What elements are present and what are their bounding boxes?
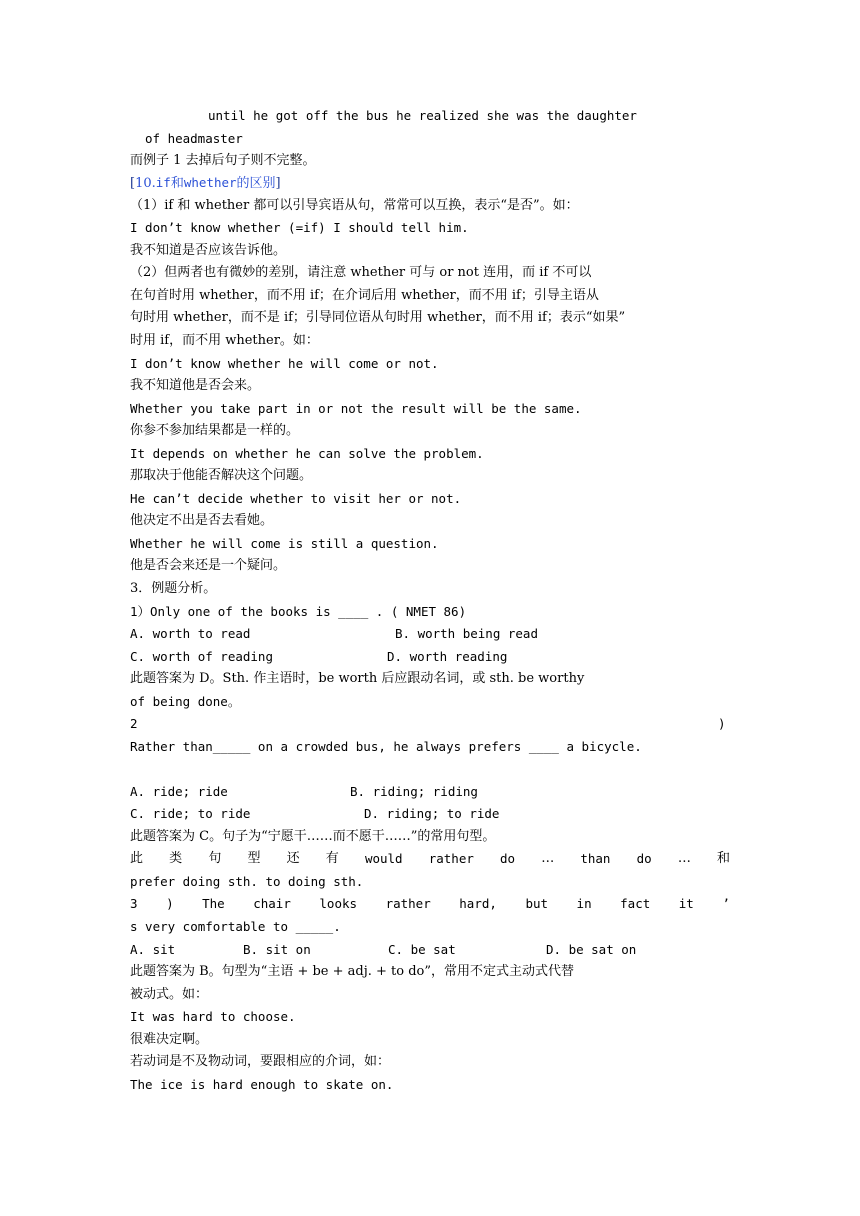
word: 3: [130, 896, 138, 911]
word: 和: [716, 851, 730, 866]
word: 类: [169, 851, 183, 866]
translation-line: 那取决于他能否解决这个问题。: [130, 468, 313, 483]
word: 句: [208, 851, 222, 866]
heading-term-whether: whether: [183, 175, 237, 190]
section-title: 3．例题分析。: [130, 581, 217, 596]
word: …: [677, 851, 691, 866]
option-d: D. worth reading: [387, 649, 508, 664]
option-a: A. sit: [130, 942, 176, 957]
text-line: prefer doing sth. to doing sth.: [130, 874, 364, 889]
example-sentence: It depends on whether he can solve the problem.: [130, 446, 484, 461]
word: 型: [247, 851, 261, 866]
word: ): [166, 896, 174, 911]
translation-line: 他决定不出是否去看她。: [130, 513, 274, 528]
text-line: of being done。: [130, 694, 241, 709]
word: rather: [428, 851, 474, 866]
text-line: 被动式。如：: [130, 987, 209, 1002]
option-b: B. sit on: [243, 942, 311, 957]
word: looks: [319, 896, 358, 911]
option-d: D. be sat on: [546, 942, 637, 957]
translation-line: 他是否会来还是一个疑问。: [130, 558, 287, 573]
example-sentence: He can’t decide whether to visit her or not.: [130, 491, 462, 506]
word: do: [500, 851, 516, 866]
option-c: C. worth of reading: [130, 649, 273, 664]
question-stem: Rather than_____ on a crowded bus, he always prefers ____ a bicycle.: [130, 739, 642, 754]
option-c: C. ride; to ride: [130, 806, 251, 821]
question-number: 2: [130, 716, 138, 731]
text-line: 在句首时用 whether，而不用 if；在介词后用 whether，而不用 if；引导主语从: [130, 288, 599, 303]
answer-explanation: 此题答案为 B。句型为“主语 + be + adj. + to do”，常用不定式主动式代替: [130, 964, 575, 979]
word: …: [541, 851, 555, 866]
translation-line: 很难决定啊。: [130, 1032, 209, 1047]
heading-and: 和: [170, 176, 184, 191]
text-line: of headmaster: [145, 131, 243, 146]
example-sentence: I don’t know whether he will come or not.: [130, 356, 439, 371]
word: would: [364, 851, 403, 866]
option-a: A. worth to read: [130, 626, 251, 641]
translation-line: 你参不参加结果都是一样的。: [130, 423, 300, 438]
text-line: until he got off the bus he realized she was the daughter: [208, 108, 637, 123]
word: 此: [130, 851, 144, 866]
example-sentence: It was hard to choose.: [130, 1009, 296, 1024]
word: rather: [385, 896, 431, 911]
option-a: A. ride; ride: [130, 784, 228, 799]
word: 有: [325, 851, 339, 866]
section-heading: [130, 175, 281, 192]
question-stem: 1）Only one of the books is ____ . ( NMET 86): [130, 604, 467, 619]
option-c: C. be sat: [388, 942, 456, 957]
justified-line: [130, 896, 730, 912]
answer-explanation: 此题答案为 C。句子为“宁愿干……而不愿干……”的常用句型。: [130, 829, 496, 844]
translation-line: 我不知道是否应该告诉他。: [130, 243, 287, 258]
option-d: D. riding; to ride: [364, 806, 500, 821]
heading-close-bracket: ]: [275, 176, 281, 191]
question-stem: s very comfortable to _____.: [130, 919, 341, 934]
example-sentence: The ice is hard enough to skate on.: [130, 1077, 394, 1092]
word: 还: [286, 851, 300, 866]
word: ’: [722, 896, 730, 911]
word: fact: [620, 896, 651, 911]
example-sentence: Whether he will come is still a question.: [130, 536, 439, 551]
word: hard,: [459, 896, 497, 911]
answer-explanation: 此题答案为 D。Sth. 作主语时，be worth 后应跟动名词，或 sth. be worthy: [130, 671, 585, 686]
heading-term-if: if: [155, 175, 171, 190]
text-line: 句时用 whether，而不是 if；引导同位语从句时用 whether，而不用 if；表示“如果”: [130, 310, 626, 325]
heading-title-rest: 的区别: [236, 176, 276, 191]
word: do: [636, 851, 652, 866]
translation-line: 我不知道他是否会来。: [130, 378, 261, 393]
word: The: [202, 896, 225, 911]
word: but: [525, 896, 549, 911]
justified-line: [130, 851, 730, 867]
word: it: [678, 896, 694, 911]
question-number-paren: ): [718, 716, 726, 731]
example-sentence: Whether you take part in or not the result will be the same.: [130, 401, 582, 416]
option-b: B. riding; riding: [350, 784, 478, 799]
text-line: 而例子 1 去掉后句子则不完整。: [130, 153, 316, 168]
word: than: [580, 851, 611, 866]
example-sentence: I don’t know whether (=if) I should tell him.: [130, 220, 469, 235]
heading-number: 10.: [135, 176, 156, 191]
text-line: 时用 if，而不用 whether。如：: [130, 333, 319, 348]
option-b: B. worth being read: [395, 626, 538, 641]
text-line: （1）if 和 whether 都可以引导宾语从句，常常可以互换，表示“是否”。如：: [130, 198, 579, 213]
word: in: [576, 896, 592, 911]
heading-open-bracket: [: [130, 176, 136, 191]
word: chair: [253, 896, 291, 911]
text-line: （2）但两者也有微妙的差别，请注意 whether 可与 or not 连用，而 if 不可以: [130, 265, 592, 280]
text-line: 若动词是不及物动词，要跟相应的介词，如：: [130, 1054, 391, 1069]
